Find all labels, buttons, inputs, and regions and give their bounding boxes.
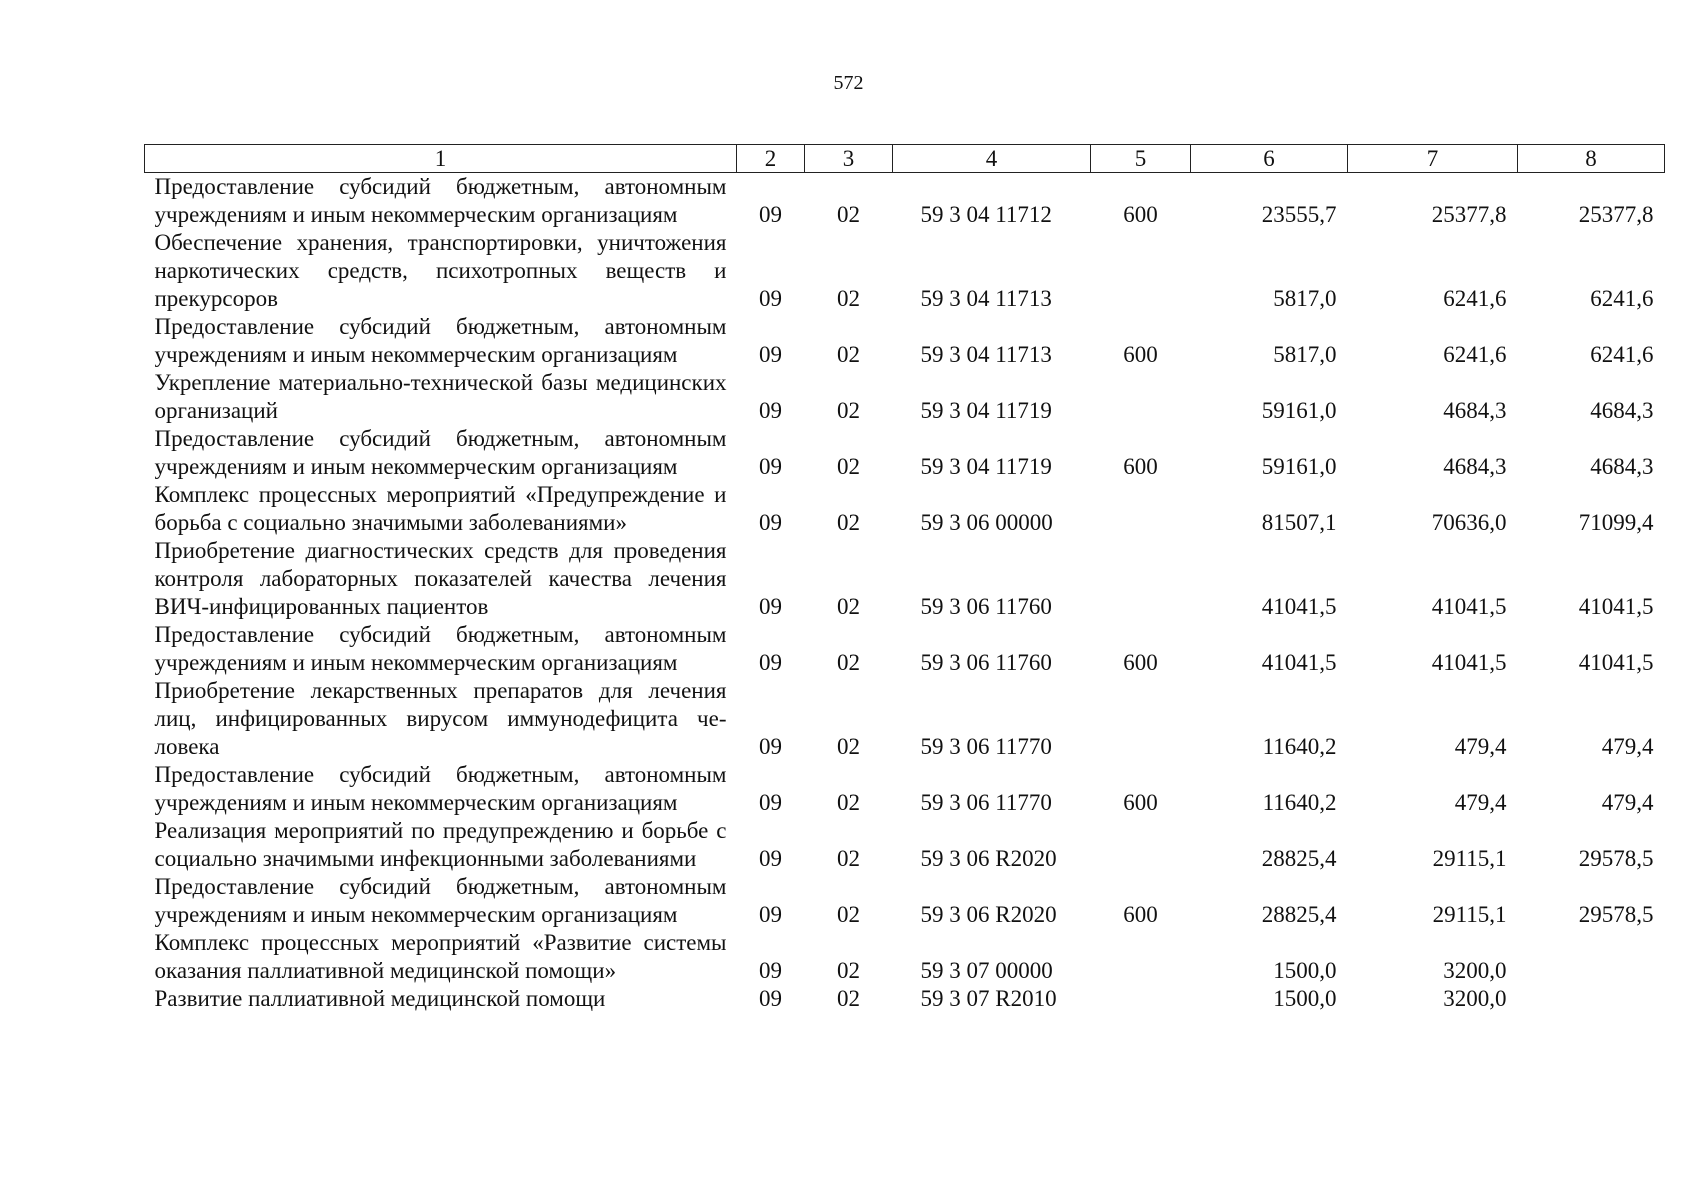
table-row (145, 229, 1665, 313)
expense-type-cell (1091, 985, 1191, 1013)
target-article-cell: 59 3 07 R2010 (920, 986, 1057, 1011)
subsection-cell: 02 (837, 902, 860, 927)
row-name-cell: Предоставление субсидий бюджетным, автономным учреждениям и иным некоммерческим организациям (154, 314, 727, 367)
table-row (145, 985, 1665, 1013)
subsection-cell: 02 (837, 986, 860, 1011)
amount-cell-7: 479,4 (1454, 734, 1507, 759)
amount-cell-8: 25377,8 (1578, 202, 1654, 227)
subsection-cell: 02 (837, 846, 860, 871)
amount-cell-8: 479,4 (1601, 734, 1654, 759)
expense-type-cell: 600 (1123, 650, 1158, 675)
header-cell-7: 7 (1348, 145, 1518, 173)
amount-cell-6: 81507,1 (1261, 510, 1337, 535)
table-row (145, 817, 1665, 873)
amount-cell-8: 479,4 (1601, 790, 1654, 815)
table-row (145, 537, 1665, 621)
amount-cell-8: 71099,4 (1578, 510, 1654, 535)
table-row (145, 425, 1665, 481)
table-row (145, 761, 1665, 817)
header-cell-3: 3 (805, 145, 893, 173)
table-row (145, 621, 1665, 677)
amount-cell-6: 11640,2 (1262, 790, 1337, 815)
table-row (145, 481, 1665, 537)
amount-cell-6: 41041,5 (1261, 594, 1337, 619)
row-name-cell: Приобретение диагностических средств для проведения контроля лабораторных показателей качества лечения ВИЧ-инфицированных пациентов (154, 538, 727, 619)
section-cell: 09 (759, 510, 782, 535)
row-name-cell: Предоставление субсидий бюджетным, автономным учреждениям и иным некоммерческим организациям (154, 622, 727, 675)
table-header (145, 145, 1665, 173)
section-cell: 09 (759, 986, 782, 1011)
amount-cell-6: 28825,4 (1261, 846, 1337, 871)
header-cell-6: 6 (1191, 145, 1348, 173)
row-name-cell: Укрепление материально-технической базы медицинских организаций (154, 370, 727, 423)
subsection-cell: 02 (837, 650, 860, 675)
expense-type-cell (1091, 481, 1191, 537)
section-cell: 09 (759, 650, 782, 675)
expense-type-cell (1091, 537, 1191, 621)
header-cell-5: 5 (1091, 145, 1191, 173)
row-name-cell: Обеспечение хранения, транспортировки, уничтожения наркотических средств, психотропных веществ и прекурсоров (154, 230, 727, 311)
amount-cell-7: 29115,1 (1432, 902, 1507, 927)
row-name-cell: Приобретение лекарственных препаратов для лечения лиц, инфицированных вирусом иммунодефицита человека (154, 678, 727, 759)
page-number: 572 (833, 72, 864, 94)
expense-type-cell (1091, 229, 1191, 313)
expense-type-cell: 600 (1123, 202, 1158, 227)
table-row (145, 173, 1665, 230)
amount-cell-7: 4684,3 (1443, 398, 1507, 423)
target-article-cell: 59 3 06 11760 (920, 650, 1052, 675)
amount-cell-7: 3200,0 (1443, 958, 1507, 983)
amount-cell-7: 70636,0 (1431, 510, 1507, 535)
subsection-cell: 02 (837, 202, 860, 227)
amount-cell-6: 59161,0 (1261, 454, 1337, 479)
section-cell: 09 (759, 902, 782, 927)
table-body (145, 173, 1665, 1014)
amount-cell-7: 6241,6 (1443, 342, 1507, 367)
amount-cell-6: 28825,4 (1261, 902, 1337, 927)
amount-cell-7: 29115,1 (1432, 846, 1507, 871)
table-row (145, 313, 1665, 369)
row-name-cell: Комплекс процессных мероприятий «Предупреждение и борьба с социально значимыми заболеваниями» (154, 482, 727, 535)
amount-cell-8: 6241,6 (1590, 286, 1654, 311)
row-name-cell: Комплекс процессных мероприятий «Развитие системы оказания паллиативной медицинской помощи» (154, 930, 727, 983)
amount-cell-8 (1518, 929, 1665, 985)
row-name-cell: Развитие паллиативной медицинской помощи (154, 986, 606, 1011)
subsection-cell: 02 (837, 342, 860, 367)
subsection-cell: 02 (837, 398, 860, 423)
section-cell: 09 (759, 958, 782, 983)
section-cell: 09 (759, 454, 782, 479)
expense-type-cell (1091, 929, 1191, 985)
amount-cell-6: 23555,7 (1261, 202, 1337, 227)
target-article-cell: 59 3 04 11713 (920, 286, 1052, 311)
target-article-cell: 59 3 06 R2020 (920, 902, 1057, 927)
expense-type-cell: 600 (1123, 454, 1158, 479)
amount-cell-6: 59161,0 (1261, 398, 1337, 423)
expense-type-cell (1091, 677, 1191, 761)
amount-cell-6: 5817,0 (1273, 342, 1337, 367)
amount-cell-8: 29578,5 (1578, 846, 1654, 871)
subsection-cell: 02 (837, 454, 860, 479)
amount-cell-7: 25377,8 (1431, 202, 1507, 227)
section-cell: 09 (759, 734, 782, 759)
amount-cell-7: 6241,6 (1443, 286, 1507, 311)
section-cell: 09 (759, 342, 782, 367)
subsection-cell: 02 (837, 594, 860, 619)
expense-type-cell: 600 (1123, 902, 1158, 927)
row-name-cell: Предоставление субсидий бюджетным, автономным учреждениям и иным некоммерческим организациям (154, 174, 727, 227)
amount-cell-8: 4684,3 (1590, 454, 1654, 479)
expense-type-cell: 600 (1123, 790, 1158, 815)
section-cell: 09 (759, 846, 782, 871)
row-name-cell: Реализация мероприятий по предупреждению и борьбе с социально значимыми инфекционными заболеваниями (154, 818, 727, 871)
target-article-cell: 59 3 04 11713 (920, 342, 1052, 367)
amount-cell-8 (1518, 985, 1665, 1013)
table-row (145, 873, 1665, 929)
header-cell-4: 4 (893, 145, 1091, 173)
amount-cell-8: 6241,6 (1590, 342, 1654, 367)
budget-table (144, 144, 1665, 1013)
target-article-cell: 59 3 04 11719 (920, 454, 1052, 479)
subsection-cell: 02 (837, 286, 860, 311)
amount-cell-7: 3200,0 (1443, 986, 1507, 1011)
subsection-cell: 02 (837, 790, 860, 815)
target-article-cell: 59 3 07 00000 (920, 958, 1053, 983)
target-article-cell: 59 3 04 11719 (920, 398, 1052, 423)
header-cell-2: 2 (737, 145, 805, 173)
target-article-cell: 59 3 06 11760 (920, 594, 1052, 619)
target-article-cell: 59 3 06 R2020 (920, 846, 1057, 871)
header-cell-8: 8 (1518, 145, 1665, 173)
amount-cell-8: 4684,3 (1590, 398, 1654, 423)
section-cell: 09 (759, 594, 782, 619)
table-row (145, 677, 1665, 761)
target-article-cell: 59 3 06 11770 (920, 790, 1052, 815)
amount-cell-6: 1500,0 (1273, 986, 1337, 1011)
amount-cell-7: 41041,5 (1431, 650, 1507, 675)
amount-cell-6: 5817,0 (1273, 286, 1337, 311)
target-article-cell: 59 3 06 11770 (920, 734, 1052, 759)
amount-cell-8: 41041,5 (1578, 594, 1654, 619)
amount-cell-8: 41041,5 (1578, 650, 1654, 675)
amount-cell-7: 41041,5 (1431, 594, 1507, 619)
section-cell: 09 (759, 286, 782, 311)
row-name-cell: Предоставление субсидий бюджетным, автономным учреждениям и иным некоммерческим организациям (154, 762, 727, 815)
section-cell: 09 (759, 398, 782, 423)
table-row (145, 929, 1665, 985)
amount-cell-6: 1500,0 (1273, 958, 1337, 983)
subsection-cell: 02 (837, 510, 860, 535)
subsection-cell: 02 (837, 958, 860, 983)
expense-type-cell (1091, 369, 1191, 425)
target-article-cell: 59 3 04 11712 (920, 202, 1052, 227)
expense-type-cell (1091, 817, 1191, 873)
row-name-cell: Предоставление субсидий бюджетным, автономным учреждениям и иным некоммерческим организациям (154, 874, 727, 927)
section-cell: 09 (759, 790, 782, 815)
subsection-cell: 02 (837, 734, 860, 759)
header-cell-1: 1 (145, 145, 737, 173)
amount-cell-8: 29578,5 (1578, 902, 1654, 927)
amount-cell-6: 11640,2 (1262, 734, 1337, 759)
amount-cell-7: 4684,3 (1443, 454, 1507, 479)
row-name-cell: Предоставление субсидий бюджетным, автономным учреждениям и иным некоммерческим организациям (154, 426, 727, 479)
section-cell: 09 (759, 202, 782, 227)
amount-cell-6: 41041,5 (1261, 650, 1337, 675)
target-article-cell: 59 3 06 00000 (920, 510, 1053, 535)
header-row (145, 145, 1665, 173)
table-row (145, 369, 1665, 425)
expense-type-cell: 600 (1123, 342, 1158, 367)
amount-cell-7: 479,4 (1454, 790, 1507, 815)
